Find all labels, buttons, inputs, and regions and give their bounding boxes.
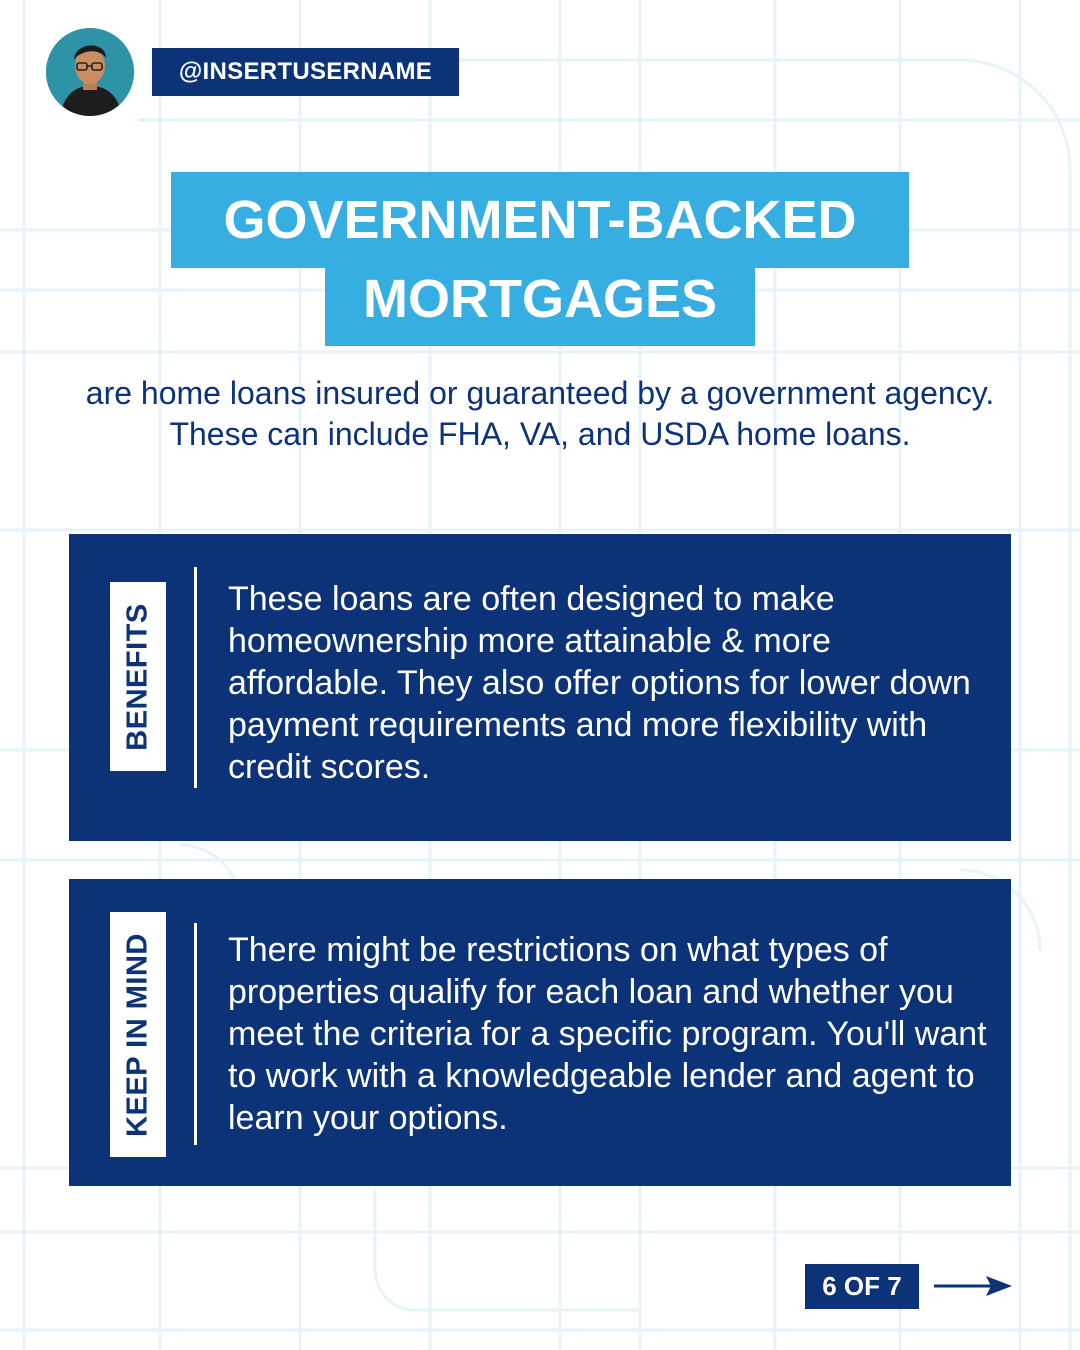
keep-in-mind-card (69, 879, 1011, 1186)
benefits-label-box (110, 582, 166, 771)
keep-in-mind-text: There might be restrictions on what types of properties qualify for each loan and whether you meet the criteria for a specific program. You'll want to work with a knowledgeable lender and agent to learn your options. (228, 931, 987, 1137)
keep-in-mind-label-box (110, 912, 166, 1157)
divider-line (194, 923, 197, 1145)
username-badge[interactable]: @INSERTUSERNAME (152, 48, 459, 96)
profile-photo-icon (46, 28, 134, 116)
arrow-right-icon[interactable] (934, 1275, 1012, 1297)
benefits-text: These loans are often designed to make homeownership more attainable & more affordable. They also offer options for lower down payment requirements and more flexibility with credit scores. (228, 580, 971, 786)
avatar[interactable] (46, 28, 134, 116)
benefits-card (69, 534, 1011, 841)
page-indicator: 6 OF 7 (805, 1264, 919, 1309)
page-title-line-1: GOVERNMENT-BACKED (171, 172, 909, 268)
benefits-label: BENEFITS (121, 602, 154, 751)
intro-text: are home loans insured or guaranteed by a government agency. These can include FHA, VA, and USDA home loans. (85, 375, 995, 452)
page-title-line-2: MORTGAGES (325, 268, 755, 346)
keep-in-mind-label: KEEP IN MIND (121, 932, 154, 1137)
divider-line (194, 567, 197, 788)
